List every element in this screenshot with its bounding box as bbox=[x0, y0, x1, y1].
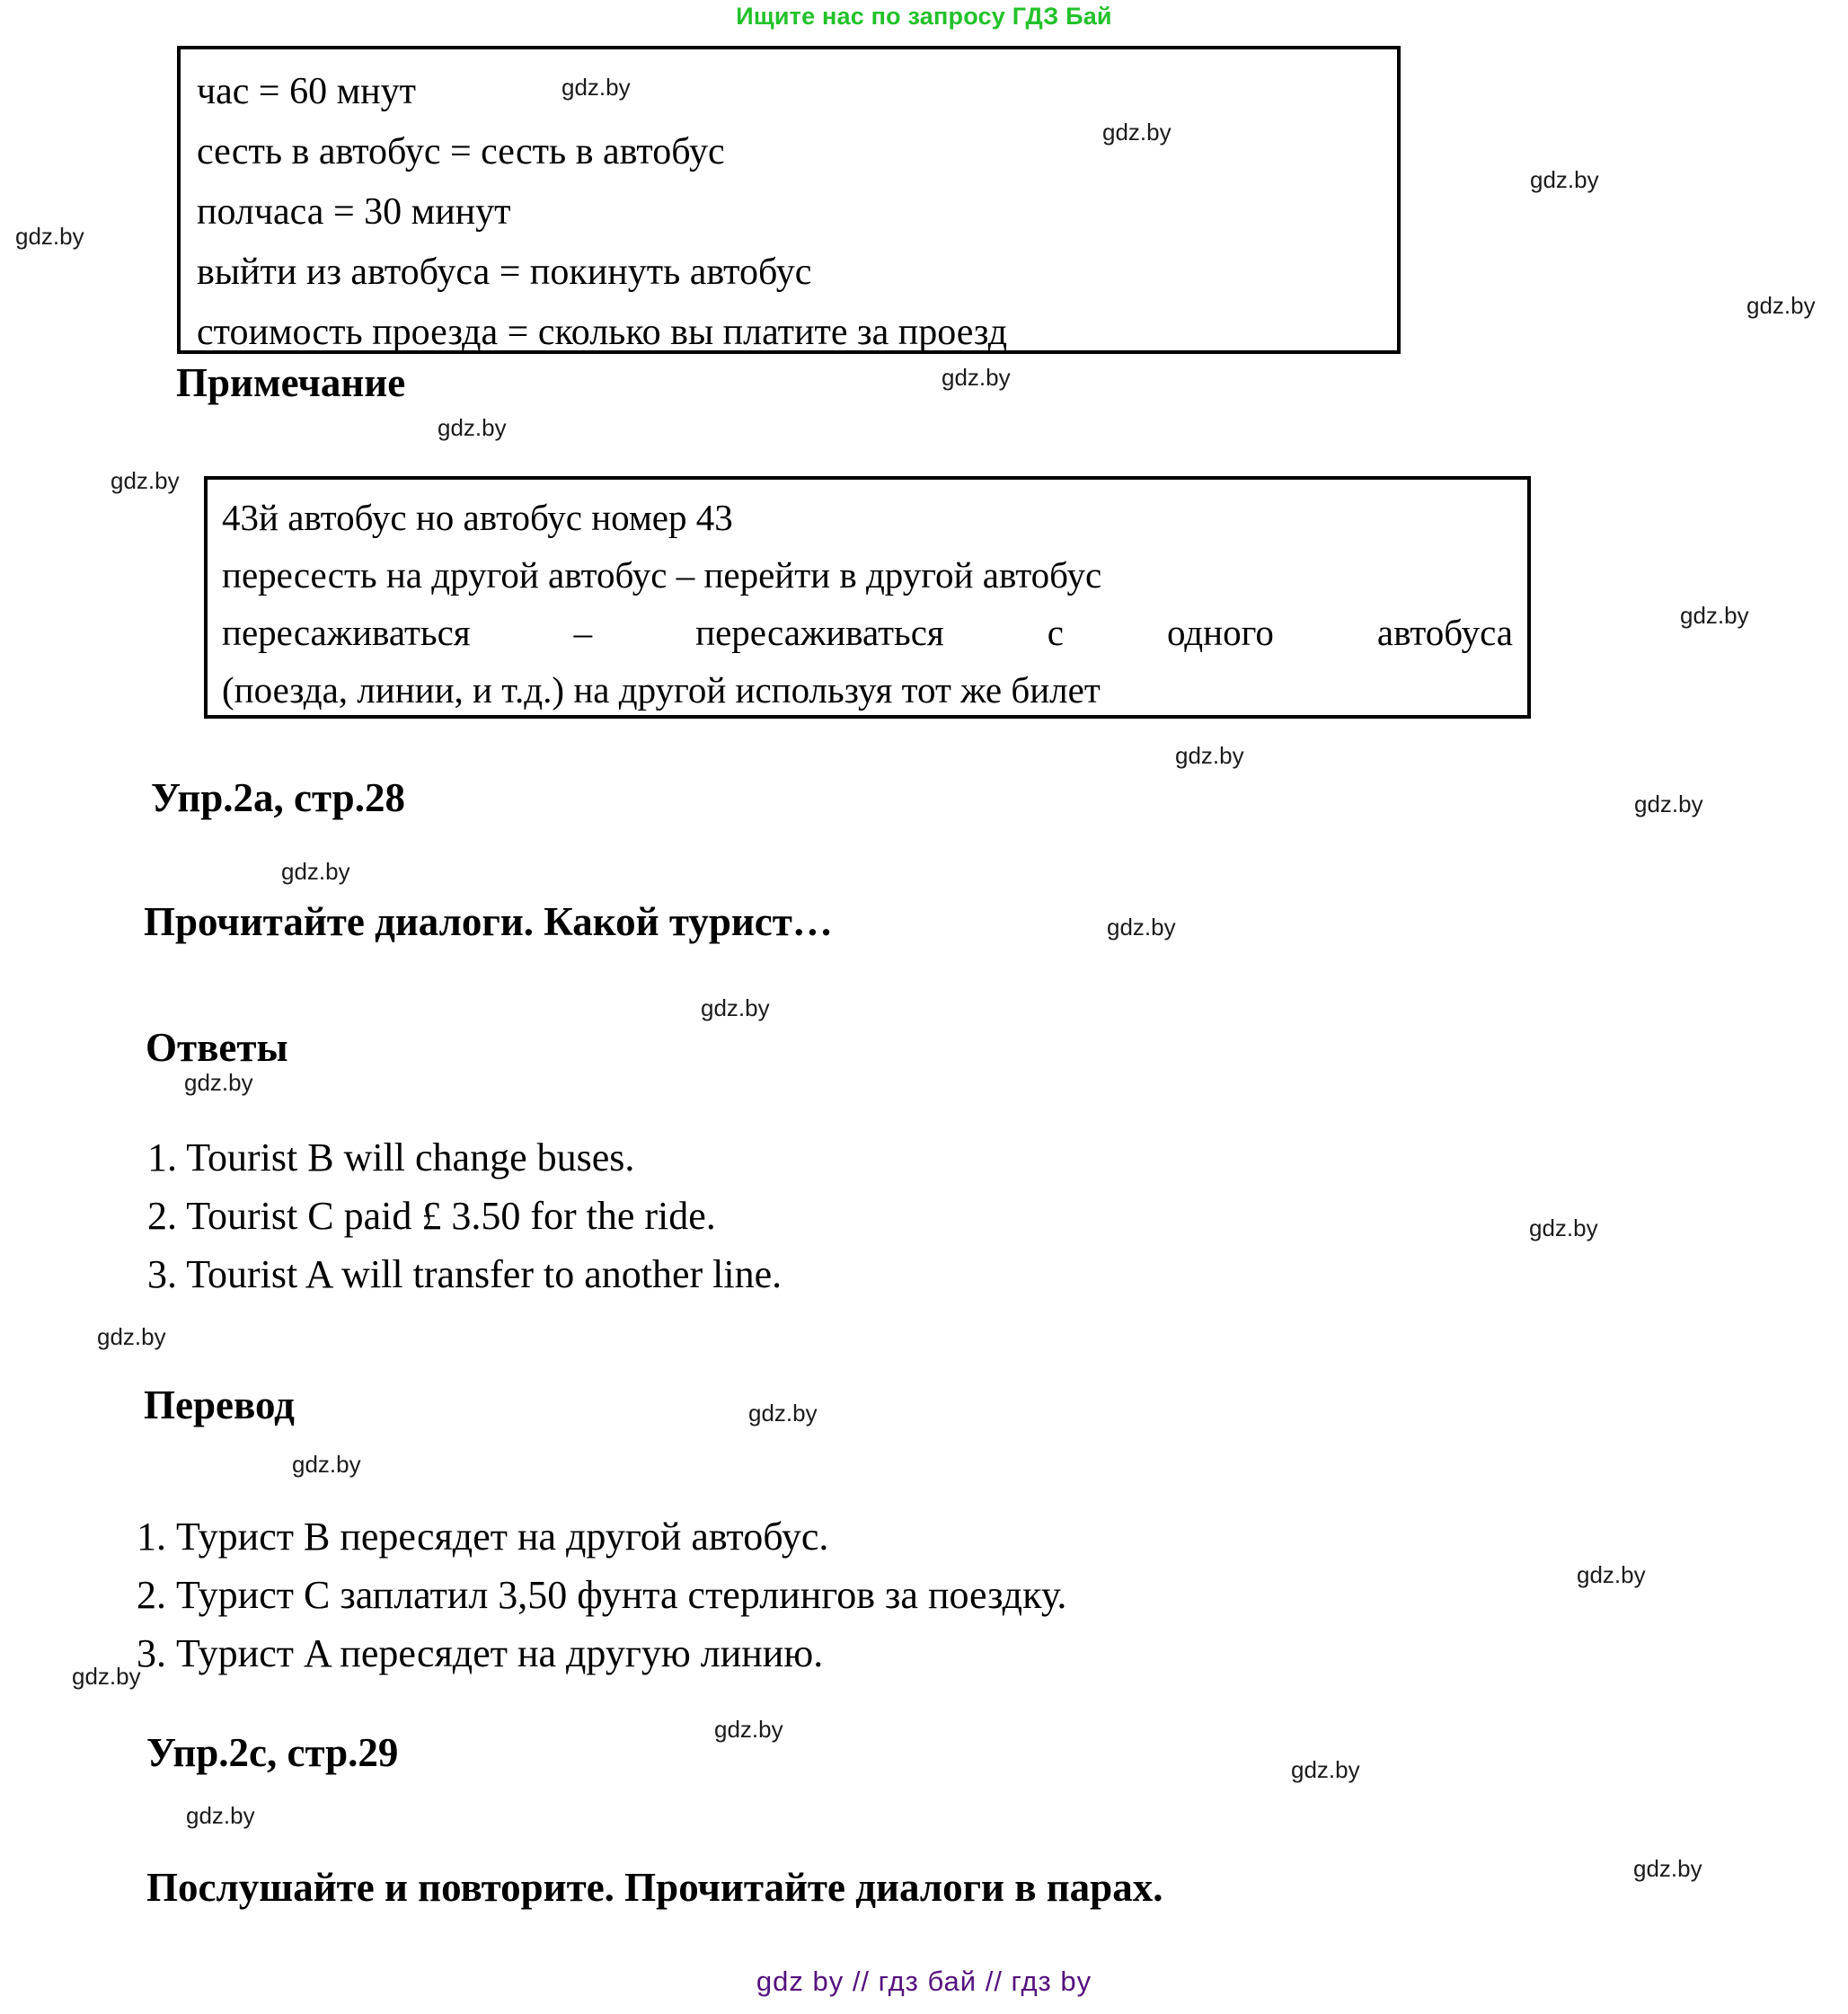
watermark: gdz.by bbox=[15, 223, 84, 250]
vocab-line: 43й автобус но автобус номер 43 bbox=[222, 497, 733, 538]
watermark: gdz.by bbox=[561, 74, 631, 101]
watermark: gdz.by bbox=[1577, 1561, 1646, 1588]
vocab-line: (поезда, линии, и т.д.) на другой используя тот же билет bbox=[222, 669, 1101, 711]
vocab-line: час = 60 мнут bbox=[197, 71, 417, 112]
watermark: gdz.by bbox=[292, 1451, 361, 1478]
watermark: gdz.by bbox=[1634, 791, 1703, 817]
watermark: gdz.by bbox=[701, 994, 770, 1021]
heading-note: Примечание bbox=[176, 360, 406, 405]
vocab-line: сесть в автобус = сесть в автобус bbox=[197, 131, 725, 172]
watermark: gdz.by bbox=[1175, 742, 1244, 769]
watermark: gdz.by bbox=[1746, 292, 1816, 319]
list-item: 1. Турист B пересядет на другой автобус. bbox=[137, 1515, 829, 1559]
vocab-line: стоимость проезда = сколько вы платите за проезд bbox=[197, 312, 1008, 353]
heading-exercise-2a: Упр.2a, стр.28 bbox=[151, 775, 405, 820]
answers-list-en bbox=[147, 1128, 782, 1303]
watermark: gdz.by bbox=[111, 467, 180, 494]
list-item: 3. Tourist A will transfer to another line. bbox=[147, 1252, 783, 1296]
watermark: gdz.by bbox=[1107, 914, 1176, 941]
watermark: gdz.by bbox=[1529, 1215, 1598, 1241]
list-item: 2. Турист C заплатил 3,50 фунта стерлингов за поездку. bbox=[137, 1573, 1067, 1617]
watermark: gdz.by bbox=[942, 364, 1011, 391]
list-item: 3. Турист A пересядет на другую линию. bbox=[137, 1631, 824, 1675]
answers-list-ru bbox=[137, 1507, 1066, 1683]
watermark: gdz.by bbox=[1530, 166, 1599, 193]
vocab-line: выйти из автобуса = покинуть автобус bbox=[197, 252, 812, 293]
heading-exercise-2c: Упр.2c, стр.29 bbox=[146, 1730, 399, 1775]
watermark: gdz.by bbox=[1680, 602, 1749, 629]
footer-links: gdz by // гдз бай // гдз by bbox=[756, 1965, 1092, 1997]
watermark: gdz.by bbox=[97, 1323, 166, 1350]
vocabulary-box-1 bbox=[177, 46, 1401, 354]
watermark: gdz.by bbox=[72, 1663, 141, 1690]
watermark: gdz.by bbox=[1102, 119, 1172, 146]
heading-translation: Перевод bbox=[144, 1382, 295, 1427]
heading-answers: Ответы bbox=[146, 1025, 288, 1070]
watermark: gdz.by bbox=[714, 1716, 783, 1743]
list-item: 2. Tourist C paid £ 3.50 for the ride. bbox=[147, 1194, 716, 1238]
watermark: gdz.by bbox=[186, 1802, 255, 1829]
watermark: gdz.by bbox=[1633, 1855, 1702, 1882]
promo-banner: Ищите нас по запросу ГДЗ Бай bbox=[736, 3, 1112, 30]
list-item: 1. Tourist B will change buses. bbox=[147, 1135, 635, 1179]
task-prompt-2c: Послушайте и повторите. Прочитайте диалоги в парах. bbox=[146, 1865, 1163, 1910]
watermark: gdz.by bbox=[438, 414, 507, 441]
watermark: gdz.by bbox=[281, 858, 350, 885]
vocab-line: полчаса = 30 минут bbox=[197, 191, 511, 233]
watermark: gdz.by bbox=[748, 1400, 818, 1427]
vocab-line: пересесть на другой автобус – перейти в другой автобус bbox=[222, 554, 1102, 596]
vocabulary-box-2 bbox=[204, 476, 1531, 719]
vocab-line: пересаживаться – пересаживаться с одного автобуса bbox=[222, 612, 1513, 653]
watermark: gdz.by bbox=[1291, 1756, 1360, 1783]
watermark: gdz.by bbox=[184, 1069, 253, 1096]
task-prompt-2a: Прочитайте диалоги. Какой турист… bbox=[144, 899, 833, 944]
